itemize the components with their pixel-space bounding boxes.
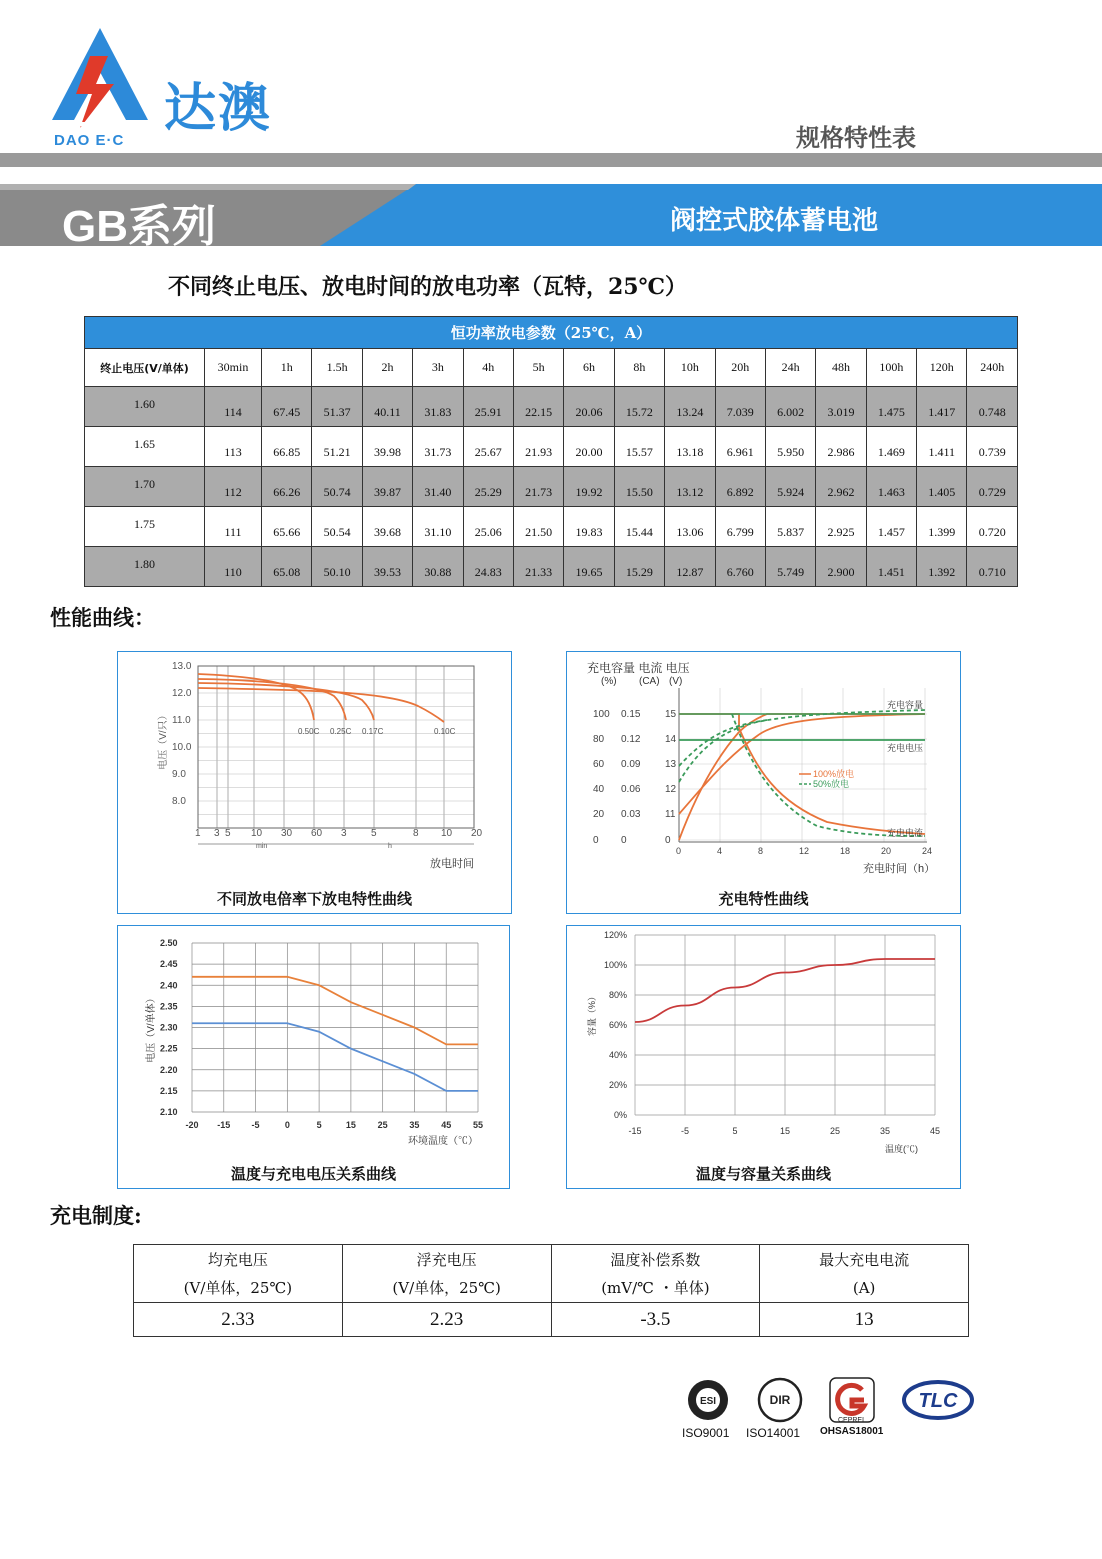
y-tick-label: 0.06 [621,784,641,795]
power-value-cell: 39.87 [362,467,412,507]
power-value-cell: 22.15 [513,387,563,427]
x-tick-label: 8 [413,828,419,839]
x-tick-label: 20 [471,828,483,839]
y-tick-label: 0.12 [621,734,641,745]
y-tick-label: 2.35 [160,1001,178,1012]
x-tick-label: 24 [922,846,933,856]
power-value-cell: 21.50 [513,507,563,547]
x-tick-label: 0 [676,846,682,856]
legend-label: 50%放电 [813,779,850,789]
y-tick-label: 2.10 [160,1107,178,1117]
y-tick-label: 20 [593,809,605,820]
x-tick-label: 3 [214,828,220,839]
power-value-cell: 6.892 [715,467,765,507]
power-value-cell: 1.392 [917,547,967,587]
table-row [85,387,1018,427]
power-value-cell: 2.962 [816,467,866,507]
y-tick-label: 0 [665,835,671,846]
brand-cn: 达澳 [164,78,273,139]
power-value-cell: 39.53 [362,547,412,587]
power-value-cell: 1.475 [866,387,916,427]
y-axis-title: 电压（V/只） [158,710,169,770]
curve-label: 0.17C [362,727,384,736]
header-cell: 温度补偿系数 (mV/℃ ・单体) [551,1245,760,1303]
y-tick-label: 120% [603,930,627,940]
x-tick-label: 25 [829,1126,841,1136]
power-value-cell: 50.54 [312,507,362,547]
y-tick-label: 0 [621,835,627,846]
x-tick-label: -15 [217,1120,231,1130]
y-axis-title: 电压（V/单体） [146,993,157,1063]
power-value-cell: 6.002 [765,387,815,427]
power-value-cell: 21.93 [513,427,563,467]
power-value-cell: 1.405 [917,467,967,507]
x-axis-title: 环境温度（℃） [408,1136,478,1147]
charging-table [133,1244,969,1337]
voltage-series-line [192,977,478,1045]
curve-label: 0.10C [434,727,456,736]
y-tick-label: 0 [593,835,599,846]
power-value-cell: 5.837 [765,507,815,547]
product-name: 阀控式胶体蓄电池 [670,206,879,236]
power-value-cell: 39.98 [362,427,412,467]
power-value-cell: 1.451 [866,547,916,587]
x-tick-label: 10 [251,828,263,839]
x-tick-label: 1 [195,828,201,839]
curve-label: 0.25C [330,727,352,736]
power-value-cell: 67.45 [262,387,312,427]
esi-cert-icon [688,1380,728,1420]
power-value-cell: 15.44 [614,507,664,547]
power-value-cell: 13.24 [665,387,715,427]
x-tick-label: 3 [341,828,347,839]
x-tick-label: 8 [758,846,764,856]
power-value-cell: 1.457 [866,507,916,547]
power-table [84,316,1018,587]
x-axis-title: 放电时间 [430,858,474,870]
power-value-cell: 2.986 [816,427,866,467]
y-tick-label: 80% [608,990,627,1000]
x-axis-title: 充电时间（h） [863,863,936,875]
y-tick-label: 60% [608,1020,627,1030]
tlc-text: TLC [918,1390,958,1412]
power-table-title: 不同终止电压、放电时间的放电功率（瓦特，25℃） [168,274,687,300]
power-value-cell: 65.08 [262,547,312,587]
series-name: GB系列 [62,202,216,251]
logo [52,28,312,152]
x-tick-label: 55 [472,1120,484,1130]
max-current-value: 13 [760,1303,969,1337]
power-value-cell: 15.72 [614,387,664,427]
equalize-voltage-value: 2.33 [134,1303,343,1337]
power-value-cell: 50.74 [312,467,362,507]
power-value-cell: 15.57 [614,427,664,467]
voltage-cell: 1.80 [85,547,205,587]
power-value-cell: 25.67 [463,427,513,467]
y-tick-label: 80 [593,734,605,745]
power-value-cell: 7.039 [715,387,765,427]
temp-coefficient-value: -3.5 [551,1303,760,1337]
power-value-cell: 66.85 [262,427,312,467]
power-value-cell: 1.463 [866,467,916,507]
curve-label: 充电电压 [887,743,924,753]
x-tick-label: 12 [799,846,810,856]
x-tick-label: 20 [881,846,892,856]
power-value-cell: 19.92 [564,467,614,507]
column-header: 100h [866,349,916,387]
y-tick-label: 12 [665,784,677,795]
y-tick-label: 11 [665,809,676,820]
power-value-cell: 51.21 [312,427,362,467]
temp-capacity-chart [566,925,961,1189]
dnv-cert-icon [759,1379,801,1421]
column-header: 6h [564,349,614,387]
power-value-cell: 31.40 [413,467,463,507]
y-tick-label: 13.0 [172,661,192,672]
y-tick-label: 14 [665,734,677,745]
column-header: 2h [362,349,412,387]
power-value-cell: 15.50 [614,467,664,507]
x-tick-label: -5 [251,1120,260,1130]
power-value-cell: 5.950 [765,427,815,467]
power-value-cell: 13.18 [665,427,715,467]
brand-en: DAO E·C [54,132,125,149]
power-value-cell: 13.12 [665,467,715,507]
power-value-cell: 21.73 [513,467,563,507]
y-tick-label: 9.0 [172,769,186,780]
power-value-cell: 1.411 [917,427,967,467]
power-value-cell: 6.961 [715,427,765,467]
column-header: 20h [715,349,765,387]
power-value-cell: 20.06 [564,387,614,427]
column-header: 30min [205,349,262,387]
header-cell: 浮充电压 (V/单体，25℃) [342,1245,551,1303]
x-tick-label: 5 [732,1126,738,1136]
chart-caption: 充电特性曲线 [718,890,809,908]
x-unit-label: min [256,843,268,850]
power-value-cell: 0.748 [967,387,1018,427]
x-tick-label: 10 [441,828,453,839]
column-header: 3h [413,349,463,387]
table-row [85,427,1018,467]
voltage-cell: 1.65 [85,427,205,467]
voltage-series-line [192,1023,478,1091]
y-axis-title: 容量（%） [587,991,597,1037]
legend-label: 100%放电 [813,769,855,779]
power-value-cell: 13.06 [665,507,715,547]
charging-title: 充电制度: [50,1203,142,1228]
power-value-cell: 50.10 [312,547,362,587]
y-tick-label: 0.09 [621,759,641,770]
curve-label: 充电容量 [887,700,924,710]
y-tick-label: 100 [593,709,610,720]
y-tick-label: 0.15 [621,709,641,720]
y-tick-label: 40% [608,1050,627,1060]
y-tick-label: 2.30 [160,1022,178,1033]
x-tick-label: 5 [371,828,377,839]
power-value-cell: 0.729 [967,467,1018,507]
y-tick-label: 15 [665,709,677,720]
ceprel-cert-icon [830,1378,874,1424]
voltage-cell: 1.75 [85,507,205,547]
table-row [85,467,1018,507]
y-tick-label: 100% [603,960,627,970]
y-tick-label: 40 [593,784,605,795]
power-value-cell: 39.68 [362,507,412,547]
cert-label: ISO9001 [682,1426,730,1440]
x-tick-label: 18 [840,846,851,856]
x-tick-label: 15 [779,1126,791,1136]
power-value-cell: 25.06 [463,507,513,547]
power-value-cell: 19.65 [564,547,614,587]
power-value-cell: 114 [205,387,262,427]
charging-chart [566,651,961,914]
y-tick-label: 0.03 [621,809,641,820]
dnv-text: DIR [769,1393,791,1407]
power-value-cell: 110 [205,547,262,587]
x-unit-label: h [388,843,392,850]
x-tick-label: 25 [377,1120,388,1130]
y-tick-label: 2.45 [160,959,178,970]
y-tick-label: 2.15 [160,1085,178,1096]
column-header: 1.5h [312,349,362,387]
power-value-cell: 24.83 [463,547,513,587]
x-tick-label: 5 [225,828,231,839]
column-header: 1h [262,349,312,387]
certifications [680,1376,980,1446]
power-value-cell: 19.83 [564,507,614,547]
power-value-cell: 51.37 [312,387,362,427]
power-value-cell: 6.760 [715,547,765,587]
power-value-cell: 15.29 [614,547,664,587]
column-header: 48h [816,349,866,387]
power-value-cell: 6.799 [715,507,765,547]
power-value-cell: 20.00 [564,427,614,467]
table-row [85,547,1018,587]
power-value-cell: 112 [205,467,262,507]
discharge-chart [117,651,512,914]
curve-label: 充电电流 [887,828,924,838]
column-header: 24h [765,349,815,387]
power-value-cell: 12.87 [665,547,715,587]
corner-label: 终止电压(V/单体) [85,349,205,387]
power-value-cell: 30.88 [413,547,463,587]
x-tick-label: 35 [879,1126,891,1136]
power-table-caption: 恒功率放电参数（25℃，A） [85,317,1018,349]
x-tick-label: 30 [281,828,293,839]
y-tick-label: 12.0 [172,688,192,699]
voltage-cell: 1.70 [85,467,205,507]
x-tick-label: 45 [929,1126,941,1136]
power-value-cell: 1.399 [917,507,967,547]
power-value-cell: 65.66 [262,507,312,547]
float-voltage-value: 2.23 [342,1303,551,1337]
header-divider [0,153,1102,167]
y-tick-label: 20% [608,1080,627,1090]
axis-header: (V) [669,676,683,687]
axis-header: (CA) [639,676,660,687]
x-tick-label: 5 [316,1120,322,1130]
header-cell: 均充电压 (V/单体，25℃) [134,1245,343,1303]
y-tick-label: 11.0 [172,715,191,726]
column-header: 120h [917,349,967,387]
x-tick-label: 15 [345,1120,356,1130]
axis-header: 充电容量 电流 电压 [587,661,690,675]
power-value-cell: 0.710 [967,547,1018,587]
voltage-cell: 1.60 [85,387,205,427]
y-tick-label: 2.50 [160,938,178,948]
column-header: 240h [967,349,1018,387]
power-value-cell: 25.91 [463,387,513,427]
esi-text: ESI [699,1396,717,1407]
chart-caption: 温度与充电电压关系曲线 [230,1165,396,1183]
power-value-cell: 0.720 [967,507,1018,547]
x-tick-label: -20 [185,1120,199,1130]
x-tick-label: 45 [441,1120,452,1130]
column-header: 5h [513,349,563,387]
column-header: 10h [665,349,715,387]
tlc-cert-icon [904,1382,972,1418]
x-axis-title: 温度(℃) [885,1144,918,1154]
power-value-cell: 3.019 [816,387,866,427]
y-tick-label: 2.25 [160,1043,178,1054]
power-value-cell: 1.417 [917,387,967,427]
power-value-cell: 5.924 [765,467,815,507]
power-value-cell: 25.29 [463,467,513,507]
x-tick-label: 60 [311,828,323,839]
power-value-cell: 31.10 [413,507,463,547]
power-value-cell: 31.83 [413,387,463,427]
power-value-cell: 5.749 [765,547,815,587]
x-tick-label: 35 [409,1120,420,1130]
x-tick-label: 4 [717,846,723,856]
cert-label: ISO14001 [746,1426,801,1440]
y-tick-label: 0% [613,1110,627,1120]
power-value-cell: 2.900 [816,547,866,587]
power-value-cell: 113 [205,427,262,467]
doc-type: 规格特性表 [796,124,916,152]
power-value-cell: 111 [205,507,262,547]
x-tick-label: 0 [284,1120,290,1130]
power-value-cell: 1.469 [866,427,916,467]
y-tick-label: 13 [665,759,677,770]
y-tick-label: 8.0 [172,796,186,807]
power-value-cell: 66.26 [262,467,312,507]
x-tick-label: -15 [628,1126,642,1136]
power-value-cell: 0.739 [967,427,1018,467]
y-tick-label: 60 [593,759,605,770]
power-value-cell: 40.11 [362,387,412,427]
axis-header: (%) [601,676,617,687]
power-value-cell: 31.73 [413,427,463,467]
table-row [85,507,1018,547]
y-tick-label: 2.40 [160,980,178,991]
performance-title: 性能曲线： [50,605,155,630]
column-header: 8h [614,349,664,387]
chart-caption: 不同放电倍率下放电特性曲线 [216,890,412,908]
cert-label: OHSAS18001 [820,1426,884,1437]
header-cell: 最大充电电流 (A) [760,1245,969,1303]
chart-caption: 温度与容量关系曲线 [695,1165,831,1183]
power-value-cell: 2.925 [816,507,866,547]
column-header: 4h [463,349,513,387]
power-value-cell: 21.33 [513,547,563,587]
y-tick-label: 10.0 [172,742,192,753]
curve-label: 0.50C [298,727,320,736]
temp-voltage-chart [117,925,510,1189]
ceprel-text: CEPREL [837,1417,867,1424]
x-tick-label: -5 [680,1126,690,1136]
y-tick-label: 2.20 [160,1064,178,1075]
